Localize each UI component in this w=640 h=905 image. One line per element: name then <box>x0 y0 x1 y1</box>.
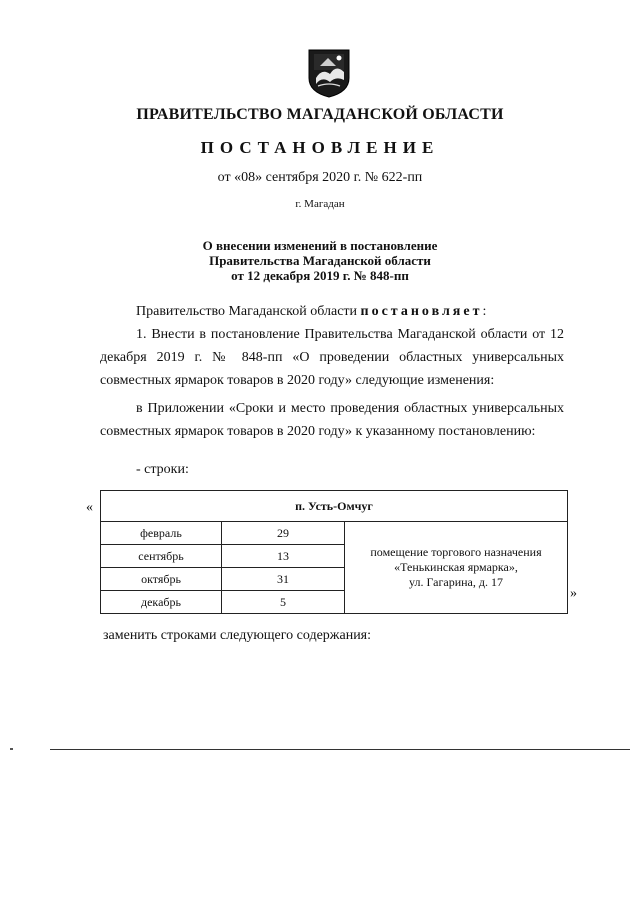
day-cell: 13 <box>222 545 345 568</box>
scan-mark <box>10 748 13 750</box>
day-cell: 29 <box>222 522 345 545</box>
paragraph-resolves <box>100 300 564 323</box>
month-cell: февраль <box>101 522 222 545</box>
fair-schedule-table <box>100 490 568 614</box>
month-cell: декабрь <box>101 591 222 614</box>
coat-of-arms-emblem <box>306 48 352 98</box>
subject-line: Правительства Магаданской области <box>209 253 431 268</box>
day-cell: 5 <box>222 591 345 614</box>
date-number: от «08» сентября 2020 г. № 622-пп <box>217 170 423 185</box>
subject-line: О внесении изменений в постановление <box>202 238 438 253</box>
paragraph-item-1: 1. Внести в постановление Правительства Магаданской области от 12 декабря 2019 г. № 848-пп «О проведении областных универсальных совместных ярмарок товаров в 2020 году» следующие изменения: <box>100 327 564 388</box>
place-cell <box>345 522 568 614</box>
page-divider <box>50 749 630 750</box>
paragraph-rows-label: - строки: <box>136 462 189 477</box>
document-type: ПОСТАНОВЛЕНИЕ <box>200 138 440 157</box>
place-line: «Тенькинская ярмарка», <box>394 560 518 574</box>
quote-open: « <box>86 500 93 515</box>
month-cell: октябрь <box>101 568 222 591</box>
paragraph-punctuation: : <box>482 304 487 319</box>
day-cell: 31 <box>222 568 345 591</box>
coat-of-arms-icon <box>306 48 352 98</box>
table-row <box>101 522 568 545</box>
quote-close: » <box>570 586 577 601</box>
document-subject <box>0 238 640 283</box>
table-heading: п. Усть-Омчуг <box>101 491 568 522</box>
organization-title: ПРАВИТЕЛЬСТВО МАГАДАНСКОЙ ОБЛАСТИ <box>136 106 504 123</box>
month-cell: сентябрь <box>101 545 222 568</box>
subject-line: от 12 декабря 2019 г. № 848-пп <box>231 268 409 283</box>
table-row <box>101 491 568 522</box>
place-line: ул. Гагарина, д. 17 <box>409 575 503 589</box>
place-line: помещение торгового назначения <box>370 545 542 559</box>
paragraph-appendix: в Приложении «Сроки и место проведения областных универсальных совместных ярмарок товаров в 2020 году» к указанному постановлению: <box>100 401 564 439</box>
paragraph-replace: заменить строками следующего содержания: <box>103 628 372 643</box>
paragraph-text: Правительство Магаданской области <box>136 304 361 319</box>
city: г. Магадан <box>295 198 345 210</box>
keyword-resolves: постановляет <box>360 304 483 319</box>
